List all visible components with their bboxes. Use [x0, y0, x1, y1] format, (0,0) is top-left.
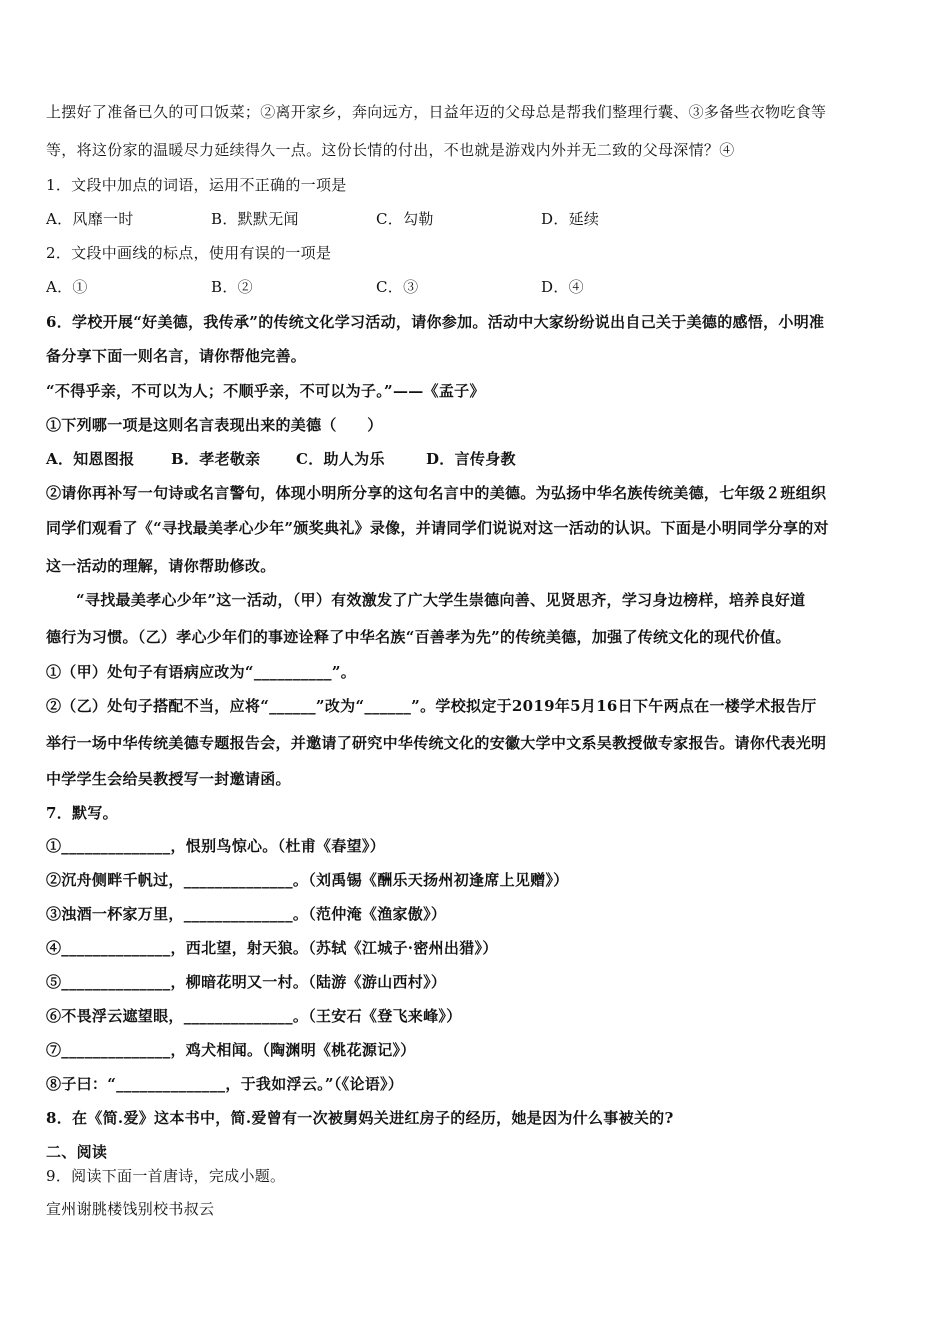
q7-item-8[interactable]: ⑧子曰：“______________，于我如浮云。”（《论语》）: [46, 1075, 404, 1093]
q6-sub-yi-line-2: 举行一场中华传统美德专题报告会，并邀请了研究中华传统文化的安徽大学中文系吴教授做专家报告。请你代表光明: [46, 734, 827, 752]
q7-item-5[interactable]: ⑤______________，柳暗花明又一村。（陆游《游山西村》）: [46, 973, 447, 991]
q7-item-3[interactable]: ③浊酒一杯家万里，______________。（范仲淹《渔家傲》）: [46, 905, 447, 923]
q6-quote: “不得乎亲，不可以为人；不顺乎亲，不可以为子。”——《孟子》: [46, 382, 485, 400]
q2-option-d[interactable]: D．④: [541, 278, 584, 296]
q6-options: [46, 449, 910, 469]
q2-option-b[interactable]: B．②: [211, 278, 253, 296]
section-heading-reading: 二、阅读: [46, 1143, 108, 1161]
q7-item-4[interactable]: ④______________，西北望，射天狼。（苏轼《江城子·密州出猎》）: [46, 939, 498, 957]
q6-sub-yi-line-3: 中学学生会给吴教授写一封邀请函。: [46, 770, 291, 788]
q6-sub-yi-line-1: ②（乙）处句子搭配不当，应将“______”改为“______”。学校拟定于2019年5月16日下午两点在一楼学术报告厅: [46, 697, 817, 715]
q1-option-a[interactable]: A．风靡一时: [46, 210, 134, 228]
q2-stem: 2．文段中画线的标点，使用有误的一项是: [46, 244, 332, 262]
q7-item-7[interactable]: ⑦______________，鸡犬相闻。（陶渊明《桃花源记》）: [46, 1041, 416, 1059]
q6-paragraph-line-2: 德行为习惯。（乙）孝心少年们的事迹诠释了中华名族“百善孝为先”的传统美德，加强了传统文化的现代价值。: [46, 628, 791, 646]
q6-sub-jia: ①（甲）处句子有语病应改为“__________”。: [46, 663, 357, 681]
q6-sub1: ①下列哪一项是这则名言表现出来的美德（ ）: [46, 416, 383, 434]
q8-stem: 8．在《简.爱》这本书中，简.爱曾有一次被舅妈关进红房子的经历，她是因为什么事被关的?: [46, 1109, 674, 1127]
q1-option-c[interactable]: C．勾勒: [376, 210, 434, 228]
q6-option-c[interactable]: C．助人为乐: [296, 450, 385, 468]
q7-item-1[interactable]: ①______________，恨别鸟惊心。（杜甫《春望》）: [46, 837, 386, 855]
q6-line-2: 备分享下面一则名言，请你帮他完善。: [46, 347, 307, 365]
q1-option-d[interactable]: D．延续: [541, 210, 600, 228]
poem-title: 宣州谢朓楼饯别校书叔云: [46, 1200, 215, 1218]
passage-line-1: 上摆好了准备已久的可口饭菜；②离开家乡，奔向远方，日益年迈的父母总是帮我们整理行囊、③多备些衣物吃食等: [46, 103, 827, 121]
q7-item-6[interactable]: ⑥不畏浮云遮望眼，______________。（王安石《登飞来峰》）: [46, 1007, 462, 1025]
q1-options: [46, 209, 910, 229]
q6-option-a[interactable]: A．知恩图报: [46, 450, 135, 468]
q6-sub2-line-3: 这一活动的理解，请你帮助修改。: [46, 557, 276, 575]
q6-line-1: 6．学校开展“好美德，我传承”的传统文化学习活动，请你参加。活动中大家纷纷说出自己关于美德的感悟，小明准: [46, 313, 825, 331]
passage-line-2: 等，将这份家的温暖尽力延续得久一点。这份长情的付出，不也就是游戏内外并无二致的父母深情？④: [46, 141, 735, 159]
q2-options: [46, 277, 910, 297]
q1-option-b[interactable]: B．默默无闻: [211, 210, 299, 228]
q6-sub2-line-2: 同学们观看了《“寻找最美孝心少年”颁奖典礼》录像，并请同学们说说对这一活动的认识。下面是小明同学分享的对: [46, 519, 829, 537]
q6-option-d[interactable]: D．言传身教: [426, 450, 516, 468]
q1-stem: 1．文段中加点的词语，运用不正确的一项是: [46, 176, 347, 194]
q7-item-2[interactable]: ②沉舟侧畔千帆过，______________。（刘禹锡《酬乐天扬州初逢席上见赠》）: [46, 871, 569, 889]
q2-option-c[interactable]: C．③: [376, 278, 419, 296]
q2-option-a[interactable]: A．①: [46, 278, 88, 296]
q6-paragraph-line-1: “寻找最美孝心少年”这一活动，（甲）有效激发了广大学生崇德向善、见贤思齐，学习身边榜样，培养良好道: [76, 591, 806, 609]
q7-stem: 7．默写。: [46, 804, 118, 822]
q6-option-b[interactable]: B．孝老敬亲: [171, 450, 261, 468]
q9-stem: 9．阅读下面一首唐诗，完成小题。: [46, 1167, 286, 1185]
q6-sub2-line-1: ②请你再补写一句诗或名言警句，体现小明所分享的这句名言中的美德。为弘扬中华名族传统美德，七年级２班组织: [46, 484, 827, 502]
